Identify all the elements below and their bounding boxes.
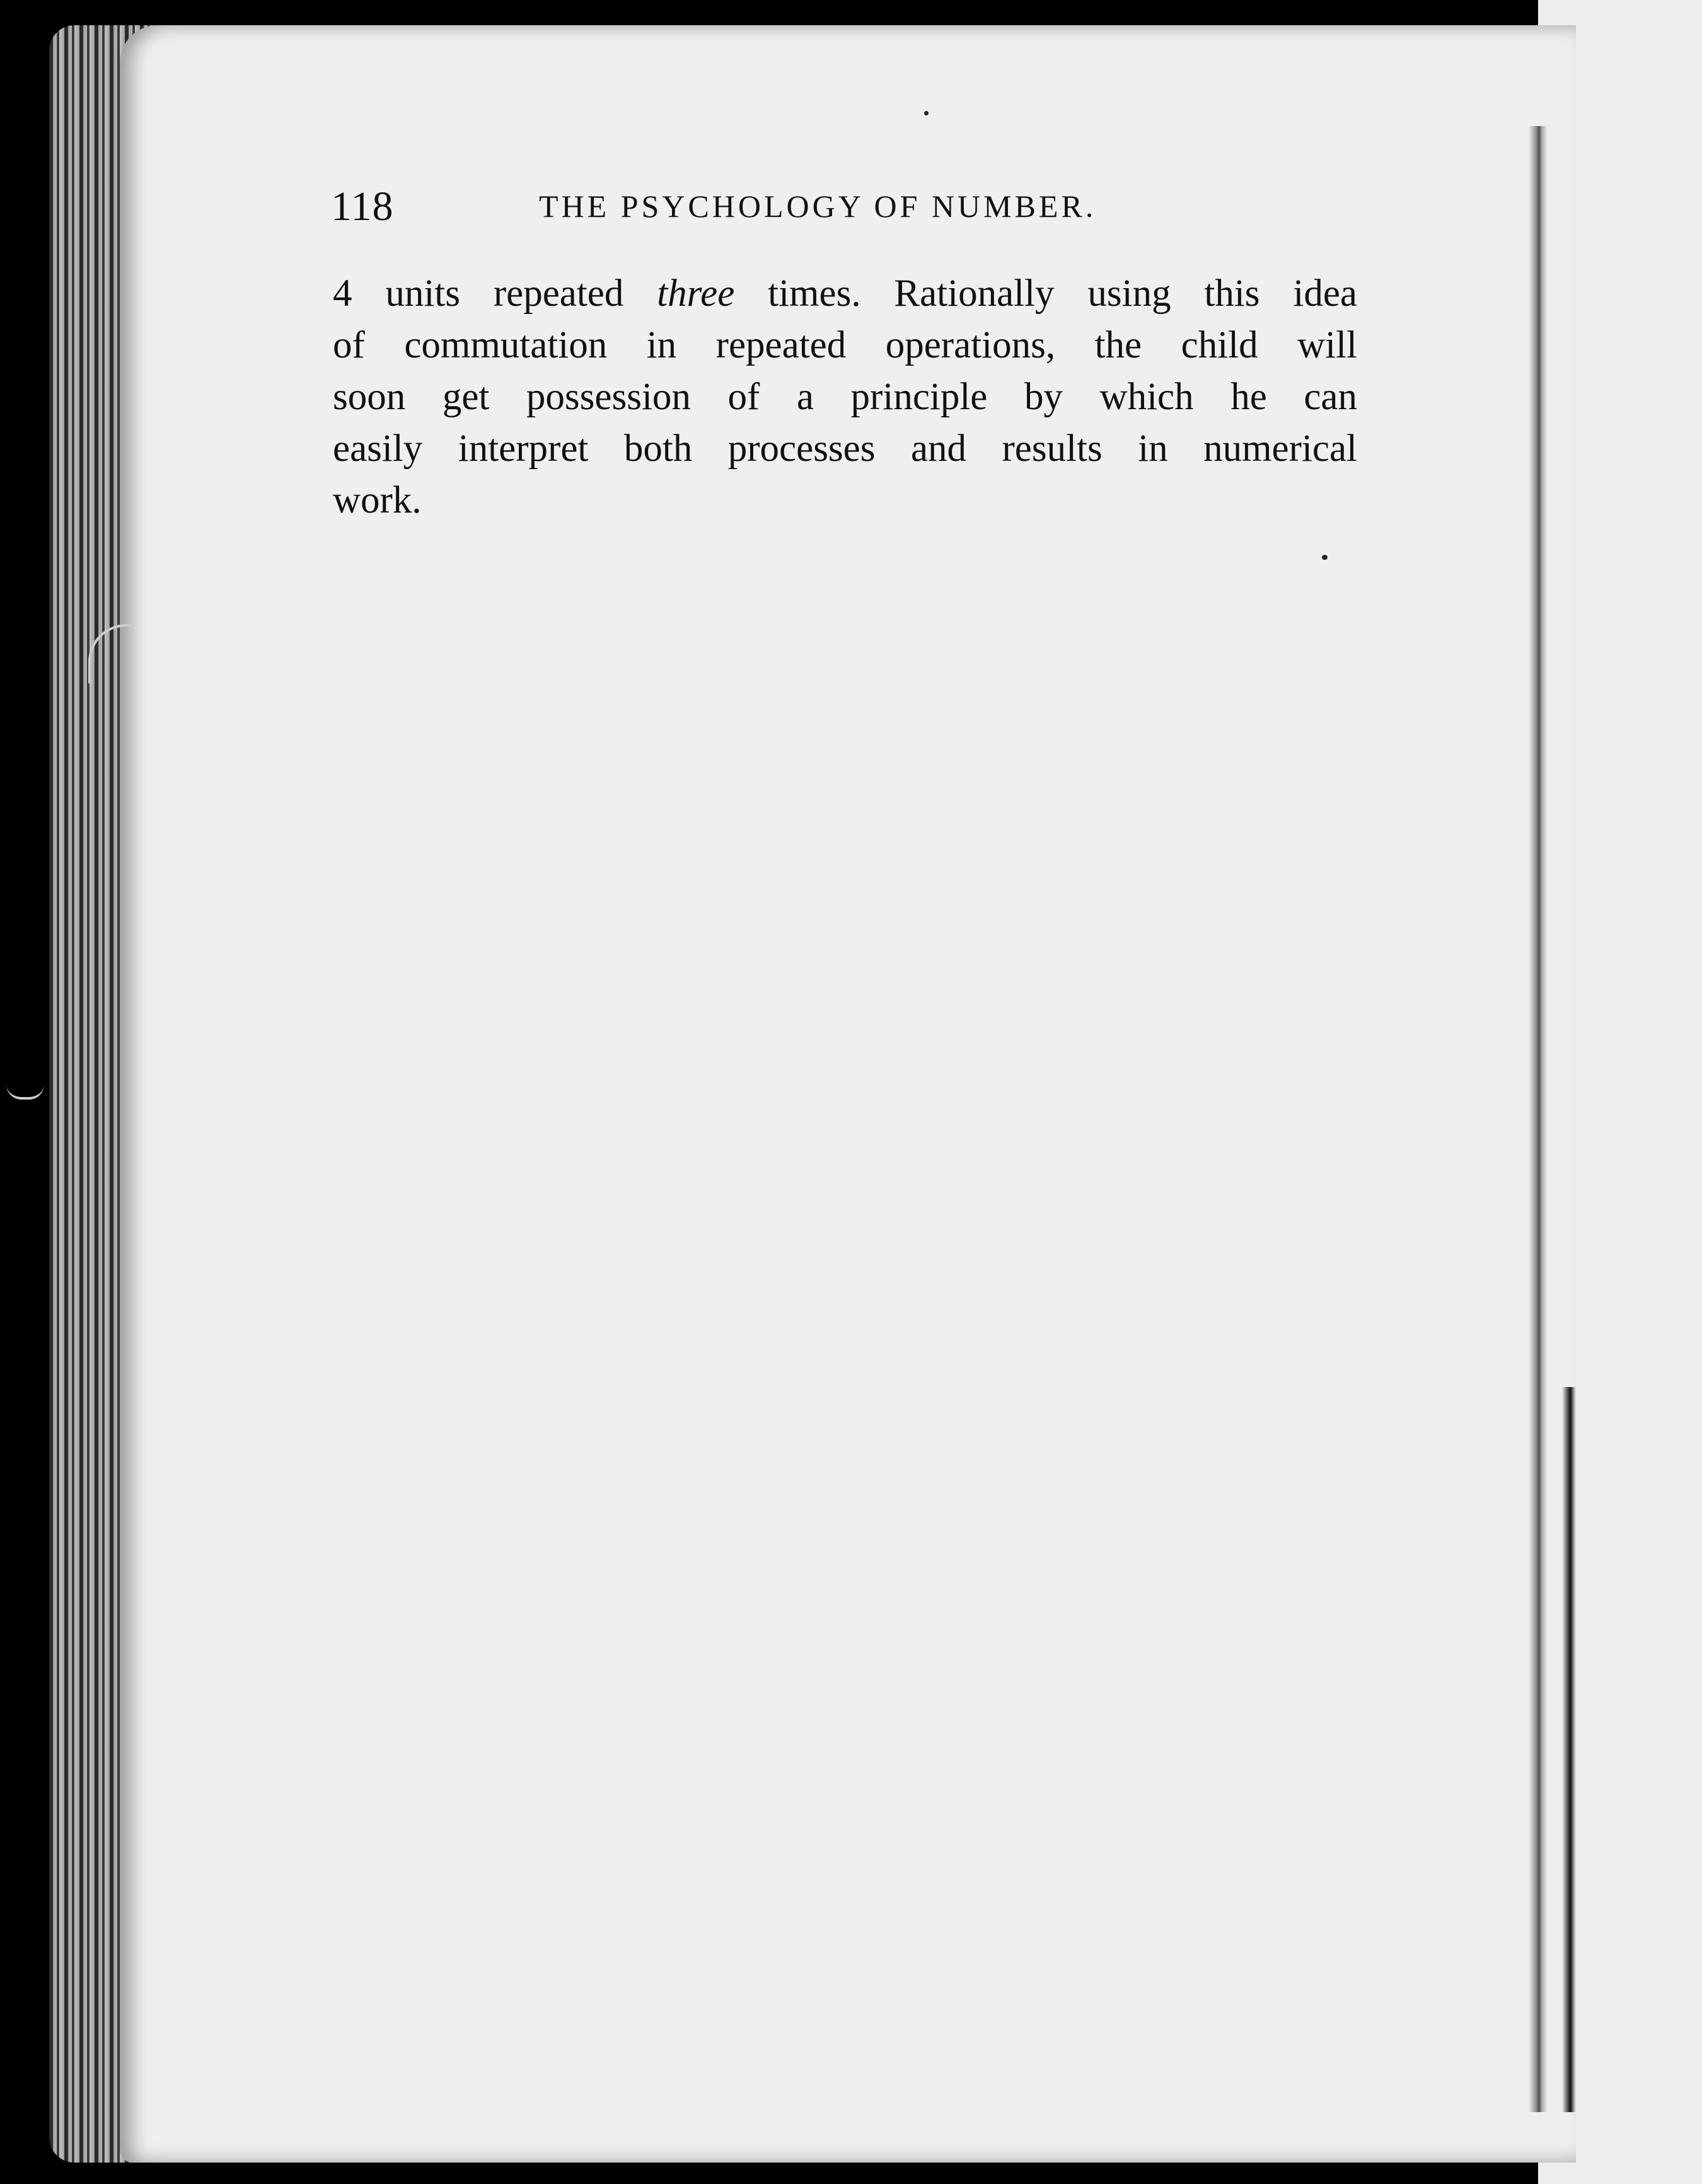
page-number: 118 (331, 183, 394, 229)
text-line: easily interpret both processes and results in numerical (333, 427, 1357, 470)
page-gutter-shadow (1562, 1387, 1576, 2112)
text-line: of commutation in repeated operations, the child will (333, 324, 1357, 366)
text-segment: 4 units repeated (333, 272, 657, 315)
page-gutter (1529, 126, 1548, 2112)
running-title: THE PSYCHOLOGY OF NUMBER. (539, 189, 1097, 224)
text-segment: times. Rationally using this idea (734, 272, 1357, 315)
text-line: work. (333, 479, 422, 521)
body-paragraph (333, 268, 1357, 526)
text-line (333, 268, 1357, 320)
ink-speck (924, 111, 929, 115)
ink-speck (1322, 555, 1328, 560)
italic-word: three (657, 272, 735, 315)
edge-mark (6, 1084, 44, 1100)
text-line: soon get possession of a principle by which he can (333, 376, 1357, 418)
running-head (331, 183, 1365, 240)
